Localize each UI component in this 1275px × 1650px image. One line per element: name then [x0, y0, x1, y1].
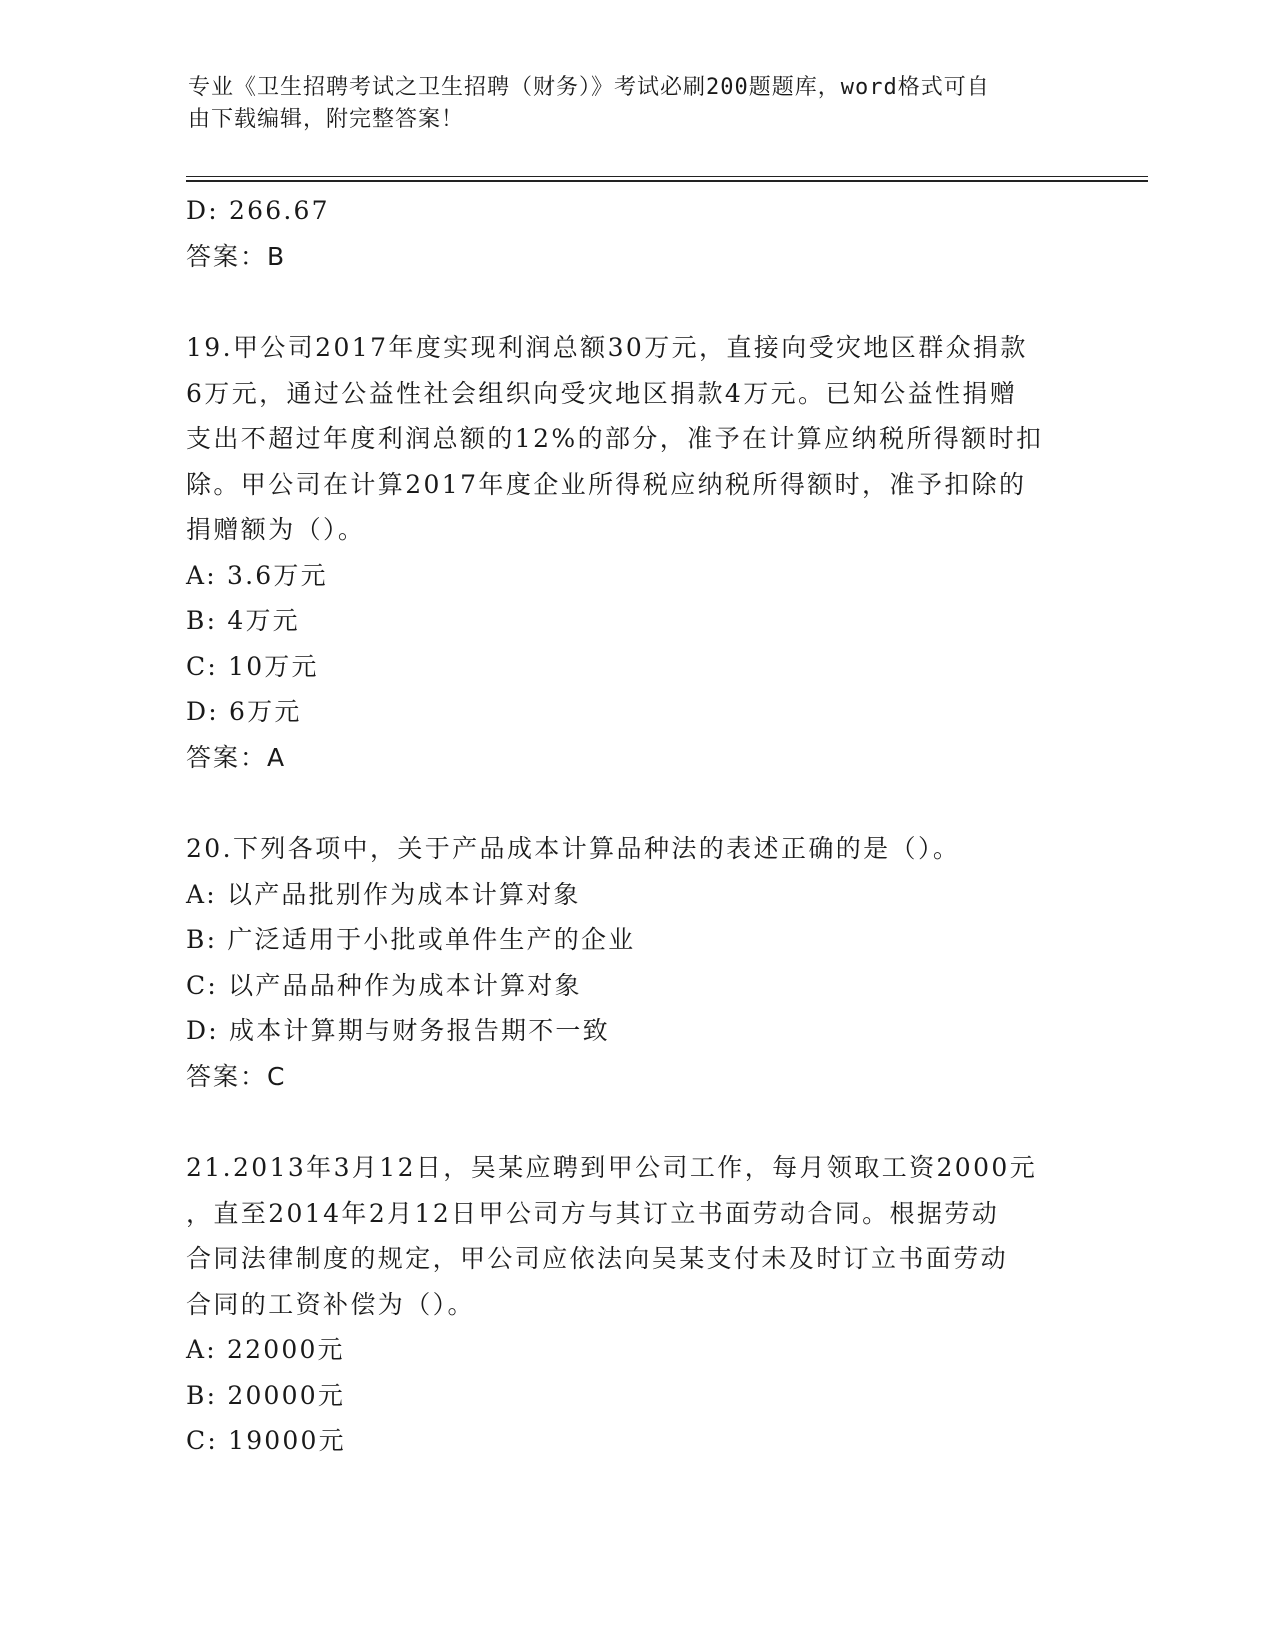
question-21-option-b: B: 20000元	[186, 1380, 346, 1410]
question-19-line-4: 除。甲公司在计算2017年度企业所得税应纳税所得额时，准予扣除的	[186, 469, 1027, 499]
header-divider-thick	[186, 180, 1148, 182]
question-20-option-d: D: 成本计算期与财务报告期不一致	[186, 1016, 610, 1045]
question-20-option-a: A: 以产品批别作为成本计算对象	[186, 879, 581, 909]
question-21-line-1: 21.2013年3月12日，吴某应聘到甲公司工作，每月领取工资2000元	[186, 1153, 1038, 1182]
spacer	[186, 1099, 1086, 1145]
question-20-option-b: B: 广泛适用于小批或单件生产的企业	[186, 925, 636, 954]
question-19-line-2: 6万元，通过公益性社会组织向受灾地区捐款4万元。已知公益性捐赠	[186, 378, 1018, 408]
question-20-answer: 答案：C	[186, 1061, 287, 1091]
document-body	[186, 188, 1086, 1464]
spacer	[186, 780, 1086, 826]
prev-option-d: D: 266.67	[186, 196, 330, 225]
question-19-option-d: D: 6万元	[186, 697, 302, 726]
page-header	[188, 72, 1088, 136]
question-19	[186, 325, 1086, 780]
question-19-answer: 答案：A	[186, 742, 287, 772]
question-21-line-3: 合同法律制度的规定，甲公司应依法向吴某支付未及时订立书面劳动	[186, 1244, 1009, 1273]
question-19-option-b: B: 4万元	[186, 606, 300, 635]
prev-answer: 答案：B	[186, 241, 287, 271]
question-19-option-c: C: 10万元	[186, 651, 319, 681]
question-21	[186, 1145, 1086, 1464]
question-21-option-a: A: 22000元	[186, 1335, 345, 1364]
question-20-option-c: C: 以产品品种作为成本计算对象	[186, 970, 582, 1000]
header-divider-thin	[186, 176, 1148, 177]
question-21-line-2: ，直至2014年2月12日甲公司方与其订立书面劳动合同。根据劳动	[186, 1198, 1000, 1228]
question-19-line-1: 19.甲公司2017年度实现利润总额30万元，直接向受灾地区群众捐款	[186, 333, 1028, 362]
spacer	[186, 279, 1086, 325]
question-21-option-c: C: 19000元	[186, 1426, 346, 1455]
question-21-line-4: 合同的工资补偿为（）。	[186, 1289, 475, 1319]
question-19-line-3: 支出不超过年度利润总额的12%的部分，准予在计算应纳税所得额时扣	[186, 424, 1044, 453]
header-line-2: 由下载编辑，附完整答案！	[188, 107, 465, 132]
question-19-line-5: 捐赠额为（）。	[186, 515, 366, 544]
header-line-1: 专业《卫生招聘考试之卫生招聘（财务）》考试必刷200题题库，word格式可自	[188, 75, 990, 100]
question-20-line-1: 20.下列各项中，关于产品成本计算品种法的表述正确的是（）。	[186, 834, 961, 863]
question-20	[186, 826, 1086, 1099]
question-19-option-a: A: 3.6万元	[186, 560, 328, 590]
